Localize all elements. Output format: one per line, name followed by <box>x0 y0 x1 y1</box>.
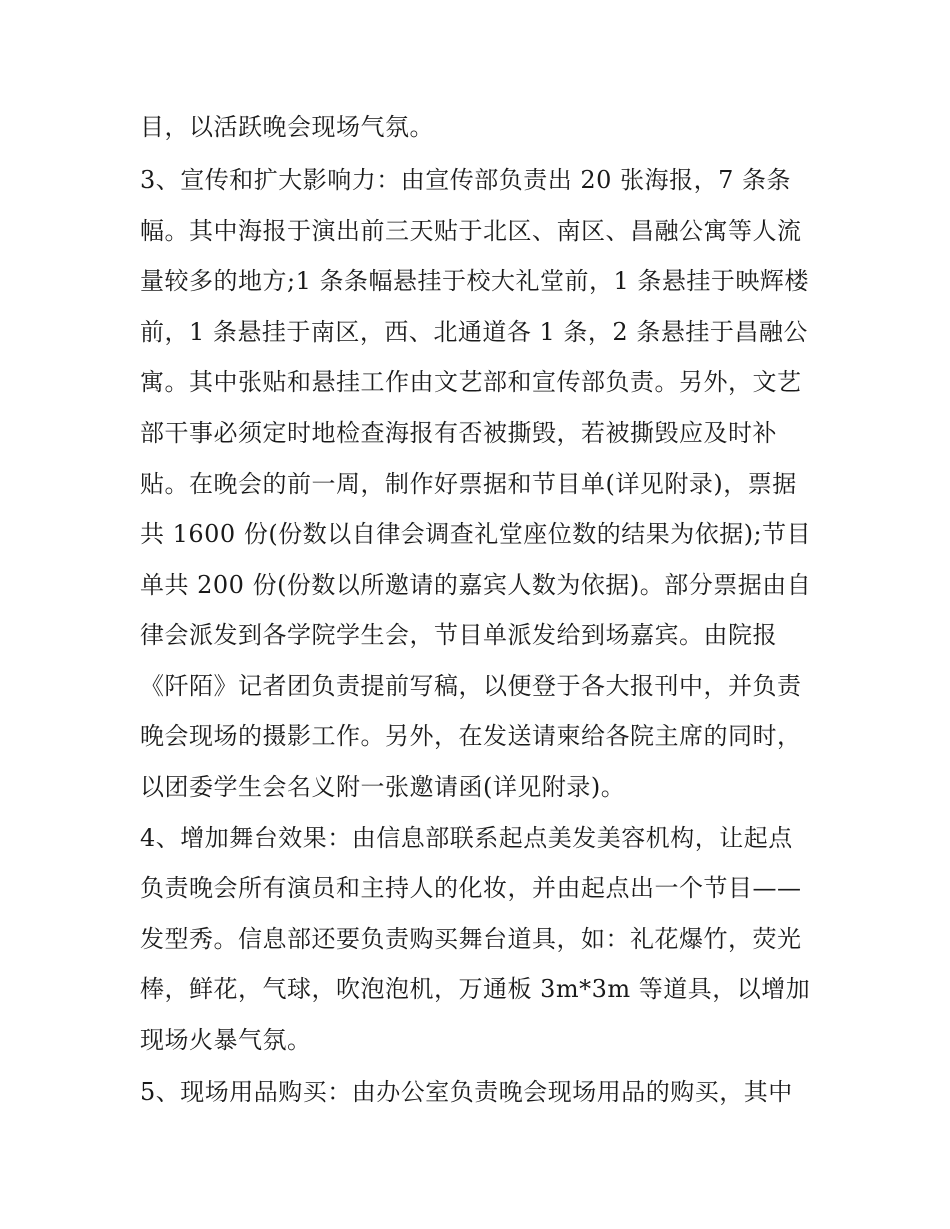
text-line: 发型秀。信息部还要负责购买舞台道具，如：礼花爆竹，荧光 <box>140 925 802 953</box>
text-line: 棒，鲜花，气球，吹泡泡机，万通板 3m*3m 等道具，以增加 <box>140 975 811 1003</box>
text-line: 贴。在晚会的前一周，制作好票据和节目单(详见附录)，票据 <box>140 470 797 498</box>
text-line: 部干事必须定时地检查海报有否被撕毁，若被撕毁应及时补 <box>140 419 777 447</box>
text-line: 现场火暴气氛。 <box>140 1026 312 1054</box>
text-line: 负责晚会所有演员和主持人的化妆，并由起点出一个节目—— <box>140 874 802 902</box>
text-line: 晚会现场的摄影工作。另外，在发送请柬给各院主席的同时， <box>140 722 802 750</box>
text-line: 幅。其中海报于演出前三天贴于北区、南区、昌融公寓等人流 <box>140 217 802 245</box>
text-line: 4、增加舞台效果：由信息部联系起点美发美容机构，让起点 <box>140 824 793 852</box>
text-line: 共 1600 份(份数以自律会调查礼堂座位数的结果为依据);节目 <box>140 520 812 548</box>
text-line: 律会派发到各学院学生会，节目单派发给到场嘉宾。由院报 <box>140 621 777 649</box>
text-line: 单共 200 份(份数以所邀请的嘉宾人数为依据)。部分票据由自 <box>140 571 812 599</box>
text-line: 3、宣传和扩大影响力：由宣传部负责出 20 张海报，7 条条 <box>140 166 791 194</box>
text-line: 量较多的地方;1 条条幅悬挂于校大礼堂前，1 条悬挂于映辉楼 <box>140 267 809 295</box>
text-line: 寓。其中张贴和悬挂工作由文艺部和宣传部负责。另外，文艺 <box>140 368 802 396</box>
text-line: 《阡陌》记者团负责提前写稿，以便登于各大报刊中，并负责 <box>140 672 802 700</box>
text-line: 5、现场用品购买：由办公室负责晚会现场用品的购买，其中 <box>140 1078 793 1106</box>
text-line: 以团委学生会名义附一张邀请函(详见附录)。 <box>140 773 626 801</box>
text-line: 前，1 条悬挂于南区，西、北通道各 1 条，2 条悬挂于昌融公 <box>140 318 808 346</box>
text-line: 目，以活跃晚会现场气氛。 <box>140 113 434 141</box>
